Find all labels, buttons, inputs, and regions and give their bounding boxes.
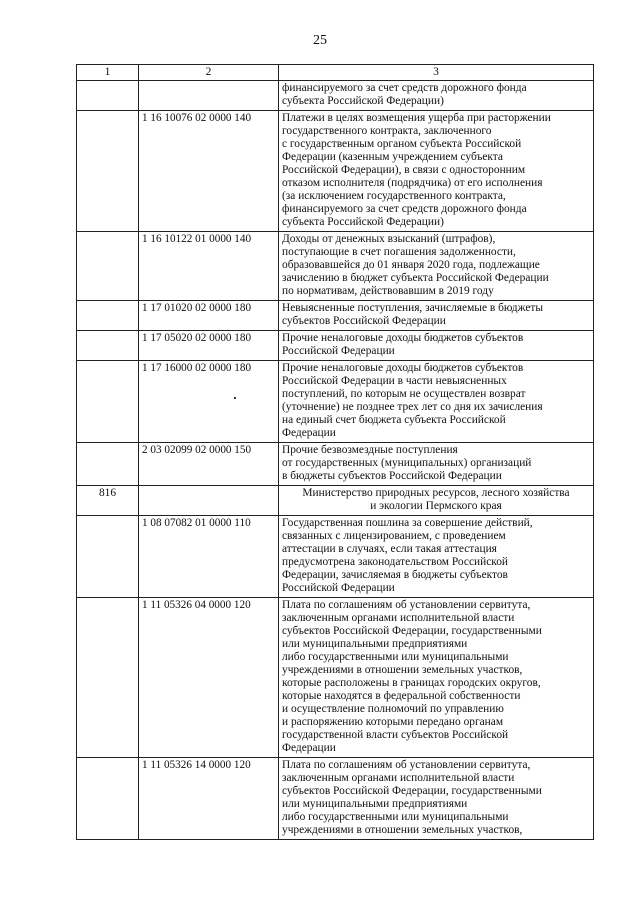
admin-code-cell — [77, 443, 139, 486]
revenue-name-cell — [279, 111, 594, 232]
admin-code-cell — [77, 301, 139, 331]
revenue-name-cell — [279, 598, 594, 758]
revenue-name-line: и осуществление полномочий по управлению — [282, 703, 504, 715]
revenue-name-cell — [279, 516, 594, 598]
revenue-name-line: с государственным органом субъекта Российской — [282, 138, 522, 150]
revenue-code-cell — [139, 81, 279, 111]
revenue-name-line: Российской Федерации в части невыясненных — [282, 375, 507, 387]
revenue-name-line: Федерации — [282, 427, 336, 439]
revenue-name-line: поступающие в счет погашения задолженности, — [282, 246, 516, 258]
revenue-name-line: учреждениями в отношении земельных участков, — [282, 824, 523, 836]
revenue-name-line: Невыясненные поступления, зачисляемые в бюджеты — [282, 302, 543, 314]
revenue-name-line: субъекта Российской Федерации) — [282, 216, 444, 228]
revenue-code-cell: 1 08 07082 01 0000 110 — [139, 516, 279, 598]
revenue-name-line: Плата по соглашениям об установлении сервитута, — [282, 759, 531, 771]
budget-code-table — [76, 64, 594, 840]
revenue-name-cell — [279, 443, 594, 486]
revenue-code-cell — [139, 486, 279, 516]
revenue-name-line: связанных с лицензированием, с проведением — [282, 530, 506, 542]
admin-code-cell — [77, 598, 139, 758]
revenue-name-cell — [279, 361, 594, 443]
revenue-name-cell — [279, 81, 594, 111]
revenue-name-line: Прочие безвозмездные поступления — [282, 444, 458, 456]
revenue-name-line: финансируемого за счет средств дорожного фонда — [282, 82, 527, 94]
revenue-name-line: Плата по соглашениям об установлении сервитута, — [282, 599, 531, 611]
revenue-name-line: либо государственными или муниципальными — [282, 651, 509, 663]
revenue-name-line: заключенным органами исполнительной власти — [282, 772, 515, 784]
revenue-code-cell: 1 17 16000 02 0000 180 — [139, 361, 279, 443]
revenue-name-line: которые расположены в границах городских округов, — [282, 677, 541, 689]
revenue-name-line: Доходы от денежных взысканий (штрафов), — [282, 233, 496, 245]
admin-code-cell — [77, 111, 139, 232]
admin-code-cell — [77, 516, 139, 598]
table-row — [77, 361, 594, 443]
table-row — [77, 443, 594, 486]
revenue-name-line: на единый счет бюджета субъекта Российской — [282, 414, 506, 426]
revenue-name-line: которые находятся в федеральной собственности — [282, 690, 521, 702]
revenue-code-cell: 1 11 05326 14 0000 120 — [139, 758, 279, 840]
admin-code-cell — [77, 361, 139, 443]
revenue-name-cell — [279, 331, 594, 361]
revenue-name-line: государственной власти субъектов Российской — [282, 729, 509, 741]
table-body — [77, 81, 594, 840]
revenue-name-line: Прочие неналоговые доходы бюджетов субъектов — [282, 362, 524, 374]
revenue-name-line: Государственная пошлина за совершение действий, — [282, 517, 533, 529]
revenue-name-line: Министерство природных ресурсов, лесного хозяйства — [302, 487, 570, 499]
revenue-name-line: (за исключением государственного контракта, — [282, 190, 506, 202]
revenue-name-cell — [279, 486, 594, 516]
revenue-name-line: в бюджеты субъектов Российской Федерации — [282, 470, 502, 482]
revenue-name-cell — [279, 301, 594, 331]
admin-code-cell — [77, 232, 139, 301]
revenue-name-line: предусмотрена законодательством Российской — [282, 556, 509, 568]
table-row — [77, 598, 594, 758]
revenue-name-line: субъекта Российской Федерации) — [282, 95, 444, 107]
table-row — [77, 111, 594, 232]
table-row — [77, 758, 594, 840]
revenue-name-line: Российской Федерации — [282, 345, 395, 357]
table-header-row — [77, 65, 594, 81]
page-number: 25 — [313, 33, 327, 48]
revenue-name-line: отказом исполнителя (подрядчика) от его исполнения — [282, 177, 543, 189]
revenue-code-cell: 1 16 10076 02 0000 140 — [139, 111, 279, 232]
revenue-name-line: либо государственными или муниципальными — [282, 811, 509, 823]
revenue-code-cell: 1 17 01020 02 0000 180 — [139, 301, 279, 331]
revenue-code-cell: 1 17 05020 02 0000 180 — [139, 331, 279, 361]
revenue-name-line: Прочие неналоговые доходы бюджетов субъектов — [282, 332, 524, 344]
admin-code-cell — [77, 331, 139, 361]
revenue-name-line: финансируемого за счет средств дорожного фонда — [282, 203, 527, 215]
revenue-name-line: Федерации (казенным учреждением субъекта — [282, 151, 503, 163]
revenue-name-line: по нормативам, действовавшим в 2019 году — [282, 285, 494, 297]
scan-speck — [234, 397, 236, 399]
revenue-name-line: субъектов Российской Федерации — [282, 315, 446, 327]
revenue-name-line: заключенным органами исполнительной власти — [282, 612, 515, 624]
revenue-name-line: поступлений, по которым не осуществлен возврат — [282, 388, 526, 400]
revenue-name-line: учреждениями в отношении земельных участков, — [282, 664, 523, 676]
revenue-name-line: и экологии Пермского края — [370, 500, 502, 512]
revenue-name-line: от государственных (муниципальных) организаций — [282, 457, 532, 469]
admin-code-cell — [77, 758, 139, 840]
admin-code-cell: 816 — [77, 486, 139, 516]
revenue-name-line: аттестации в случаях, если такая аттестация — [282, 543, 497, 555]
revenue-name-cell — [279, 758, 594, 840]
table-row — [77, 486, 594, 516]
revenue-name-line: субъектов Российской Федерации, государственными — [282, 785, 542, 797]
revenue-name-line: Федерации, зачисляемая в бюджеты субъектов — [282, 569, 508, 581]
revenue-code-cell: 2 03 02099 02 0000 150 — [139, 443, 279, 486]
revenue-name-line: образовавшейся до 01 января 2020 года, подлежащие — [282, 259, 540, 271]
table-row — [77, 232, 594, 301]
column-header-revenue-code: 2 — [139, 65, 279, 81]
column-header-revenue-name: 3 — [279, 65, 594, 81]
revenue-name-line: (уточнение) не позднее трех лет со дня их зачисления — [282, 401, 543, 413]
revenue-name-line: или муниципальными предприятиями — [282, 798, 468, 810]
revenue-name-line: или муниципальными предприятиями — [282, 638, 468, 650]
revenue-name-line: Федерации — [282, 742, 336, 754]
column-header-admin-code: 1 — [77, 65, 139, 81]
revenue-name-line: Российской Федерации — [282, 582, 395, 594]
table-row — [77, 331, 594, 361]
admin-code-cell — [77, 81, 139, 111]
table-row — [77, 301, 594, 331]
revenue-name-line: и распоряжению которыми передано органам — [282, 716, 504, 728]
revenue-code-cell: 1 16 10122 01 0000 140 — [139, 232, 279, 301]
revenue-code-cell: 1 11 05326 04 0000 120 — [139, 598, 279, 758]
table-row — [77, 81, 594, 111]
revenue-name-line: Российской Федерации), в связи с односторонним — [282, 164, 526, 176]
revenue-name-line: субъектов Российской Федерации, государственными — [282, 625, 542, 637]
revenue-name-line: государственного контракта, заключенного — [282, 125, 492, 137]
revenue-name-line: зачислению в бюджет субъекта Российской Федерации — [282, 272, 549, 284]
table-row — [77, 516, 594, 598]
revenue-name-cell — [279, 232, 594, 301]
revenue-name-line: Платежи в целях возмещения ущерба при расторжении — [282, 112, 551, 124]
